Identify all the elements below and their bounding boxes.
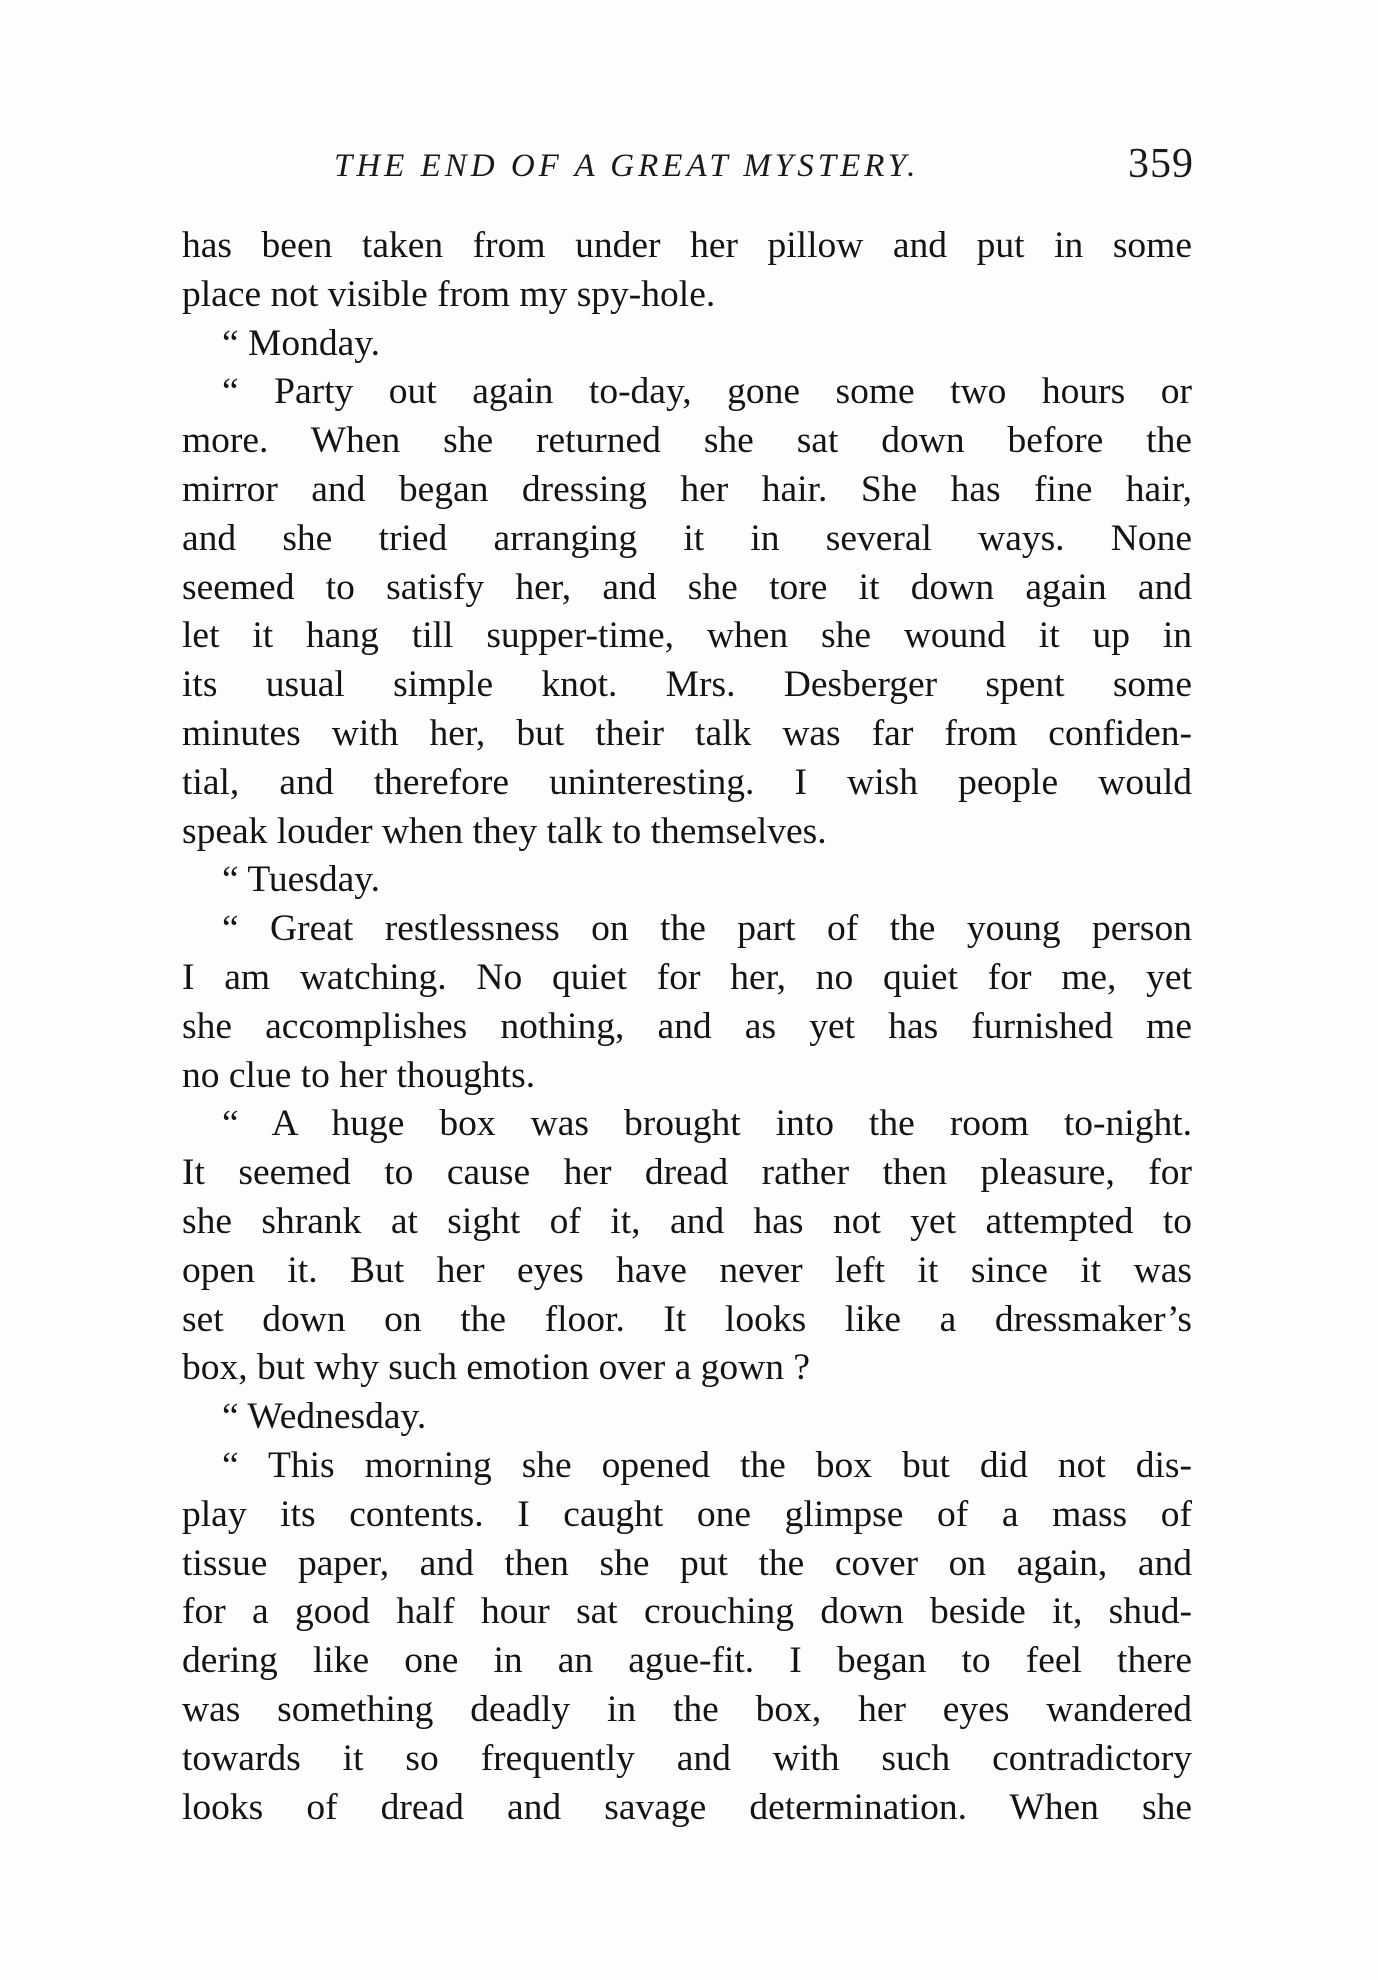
text-line: tial, and therefore uninteresting. I wish people would	[182, 761, 1192, 803]
page-header	[334, 140, 1194, 200]
text-line: open it. But her eyes have never left it since it was	[182, 1249, 1192, 1291]
body-text	[182, 222, 1192, 1832]
text-line: more. When she returned she sat down before the	[182, 420, 1192, 462]
text-line: “ This morning she opened the box but did not dis-	[222, 1444, 1192, 1486]
text-line: for a good half hour sat crouching down beside it, shud-	[182, 1591, 1192, 1633]
text-line: let it hang till supper-time, when she wound it up in	[182, 615, 1192, 657]
text-line: has been taken from under her pillow and put in some	[182, 225, 1192, 266]
text-line: “ Wednesday.	[222, 1396, 427, 1438]
text-line: towards it so frequently and with such contradictory	[182, 1737, 1192, 1779]
text-line: minutes with her, but their talk was far from confiden-	[182, 712, 1192, 754]
text-line: seemed to satisfy her, and she tore it down again and	[182, 566, 1192, 608]
text-line: no clue to her thoughts.	[182, 1054, 536, 1096]
text-line: It seemed to cause her dread rather then pleasure, for	[182, 1152, 1192, 1194]
text-line: I am watching. No quiet for her, no quiet for me, yet	[182, 956, 1192, 998]
text-line: she shrank at sight of it, and has not yet attempted to	[182, 1200, 1192, 1242]
text-line: “ Party out again to-day, gone some two hours or	[222, 371, 1192, 413]
text-line: speak louder when they talk to themselves.	[182, 810, 827, 852]
text-line: was something deadly in the box, her eyes wandered	[182, 1688, 1192, 1730]
text-line: mirror and began dressing her hair. She has fine hair,	[182, 468, 1192, 510]
running-title: THE END OF A GREAT MYSTERY.	[334, 148, 920, 184]
text-line: tissue paper, and then she put the cover on again, and	[182, 1542, 1192, 1584]
text-line: she accomplishes nothing, and as yet has furnished me	[182, 1005, 1192, 1047]
text-line: “ Monday.	[222, 322, 380, 364]
page-number: 359	[1128, 141, 1194, 187]
text-line: “ A huge box was brought into the room to-night.	[222, 1103, 1192, 1145]
text-line: “ Tuesday.	[222, 859, 381, 901]
text-line: set down on the floor. It looks like a dressmaker’s	[182, 1298, 1192, 1340]
text-line: its usual simple knot. Mrs. Desberger spent some	[182, 664, 1192, 706]
text-line: looks of dread and savage determination. When she	[182, 1786, 1192, 1828]
text-line: place not visible from my spy-hole.	[182, 273, 716, 315]
text-line: “ Great restlessness on the part of the young person	[222, 908, 1192, 950]
text-line: box, but why such emotion over a gown ?	[182, 1347, 811, 1389]
text-line: and she tried arranging it in several ways. None	[182, 517, 1192, 559]
text-line: play its contents. I caught one glimpse of a mass of	[182, 1493, 1192, 1535]
text-line: dering like one in an ague-fit. I began to feel there	[182, 1640, 1192, 1682]
